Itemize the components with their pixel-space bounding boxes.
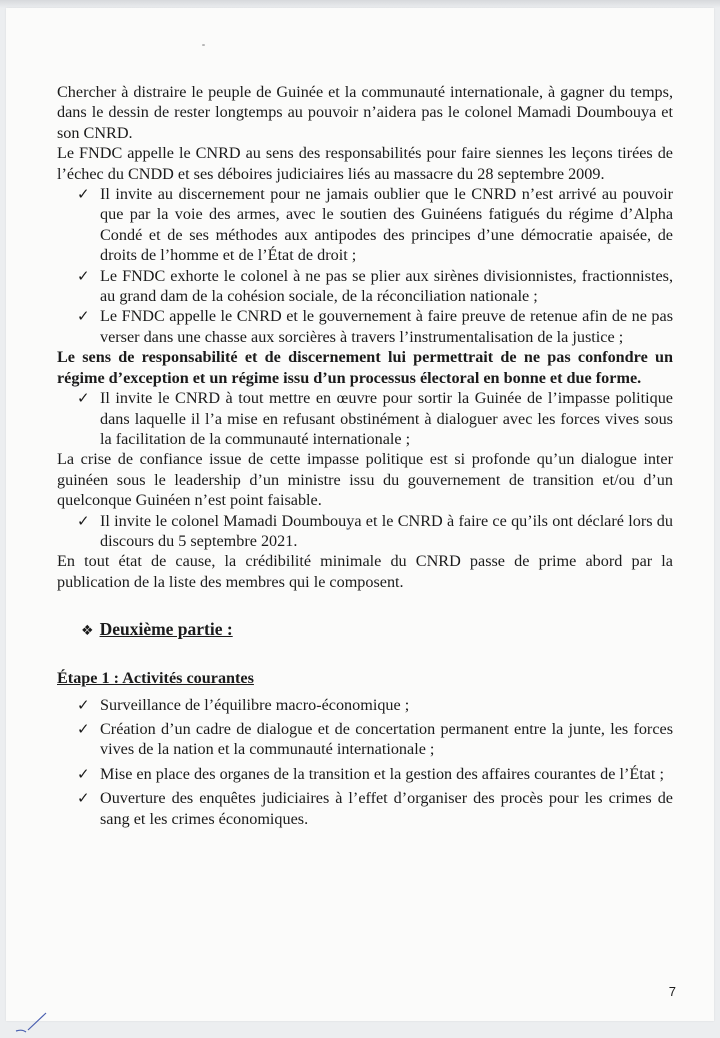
list-item xyxy=(57,306,673,347)
list-item xyxy=(57,388,673,449)
list-item xyxy=(57,511,673,552)
list-item-text: Ouverture des enquêtes judiciaires à l’effet d’organiser des procès pour les crimes de sang et les crimes économiques. xyxy=(100,789,673,828)
list-item-text: Le FNDC appelle le CNRD et le gouvernement à faire preuve de retenue afin de ne pas verser dans une chasse aux sorcières à travers l’instrumentalisation de la justice ; xyxy=(100,307,673,346)
check-mark-icon: ✓ xyxy=(77,511,90,530)
list-item xyxy=(57,695,673,715)
paragraph-fndc-appeal: Le FNDC appelle le CNRD au sens des responsabilités pour faire siennes les leçons tirées de l’échec du CNDD et ses déboires judiciaires liés au massacre du 28 septembre 2009. xyxy=(57,144,673,183)
section-heading xyxy=(81,618,673,642)
four-diamond-icon: ❖ xyxy=(81,623,94,640)
list-item-text: Il invite le colonel Mamadi Doumbouya et le CNRD à faire ce qu’ils ont déclaré lors du discours du 5 septembre 2021. xyxy=(100,511,673,550)
list-item xyxy=(57,788,673,829)
list-item xyxy=(57,266,673,307)
section-title: Deuxième partie : xyxy=(99,619,233,640)
check-mark-icon: ✓ xyxy=(77,719,90,738)
check-mark-icon: ✓ xyxy=(77,185,90,204)
paragraph-crisis: La crise de confiance issue de cette impasse politique est si profonde qu’un dialogue inter guinéen sous le leadership d’un ministre issu du gouvernement de transition et/ou d’un quelconque Guinéen n’est point faisable. xyxy=(57,450,673,510)
check-mark-icon: ✓ xyxy=(77,695,90,714)
bullet-list-1 xyxy=(57,184,673,347)
list-item-text: Le FNDC exhorte le colonel à ne pas se plier aux sirènes divisionnistes, fractionnistes, au grand dam de la cohésion sociale, de la réconciliation nationale ; xyxy=(100,266,673,306)
list-item-text: Mise en place des organes de la transition et la gestion des affaires courantes de l’État ; xyxy=(100,764,664,783)
bullet-list-3 xyxy=(57,511,673,552)
check-mark-icon: ✓ xyxy=(77,789,90,808)
check-mark-icon: ✓ xyxy=(77,389,90,408)
list-item xyxy=(57,764,673,784)
list-item xyxy=(57,719,673,760)
paragraph-bold-discernment: Le sens de responsabilité et de discernement lui permettrait de ne pas confondre un régime d’exception et un régime issu d’un processus électoral en bonne et due forme. xyxy=(57,348,673,387)
pen-mark xyxy=(14,1011,48,1038)
list-item-text: Il invite le CNRD à tout mettre en œuvre pour sortir la Guinée de l’impasse politique dans laquelle il l’a mise en refusant obstinément à dialoguer avec les forces vives sous la facilitation de la communauté internationale ; xyxy=(100,389,673,448)
scan-top-edge xyxy=(0,0,720,8)
document-body xyxy=(57,82,673,833)
page-number: 7 xyxy=(668,984,676,999)
list-item-text: Surveillance de l’équilibre macro-économique ; xyxy=(100,695,410,714)
step-list xyxy=(57,695,673,829)
scan-speck xyxy=(202,44,205,46)
check-mark-icon: ✓ xyxy=(77,307,90,326)
paragraph-credibility: En tout état de cause, la crédibilité minimale du CNRD passe de prime abord par la publication de la liste des membres qui le composent. xyxy=(57,552,673,591)
check-mark-icon: ✓ xyxy=(77,266,90,285)
list-item-text: Il invite au discernement pour ne jamais oublier que le CNRD n’est arrivé au pouvoir que par la voie des armes, avec le soutien des Guinéens fatigués du régime d’Alpha Condé et de ses méthodes aux antipodes des principes d’une démocratie apaisée, de droits de l’homme et de l’État de droit ; xyxy=(100,185,673,265)
bullet-list-2 xyxy=(57,388,673,449)
paragraph-distraction: Chercher à distraire le peuple de Guinée et la communauté internationale, à gagner du temps, dans le dessin de rester longtemps au pouvoir n’aidera pas le colonel Mamadi Doumbouya et son CNRD. xyxy=(57,83,673,142)
list-item xyxy=(57,184,673,266)
check-mark-icon: ✓ xyxy=(77,764,90,783)
step-heading: Étape 1 : Activités courantes xyxy=(57,669,254,688)
list-item-text: Création d’un cadre de dialogue et de concertation permanent entre la junte, les forces vives de la nation et la communauté internationale ; xyxy=(100,719,673,759)
